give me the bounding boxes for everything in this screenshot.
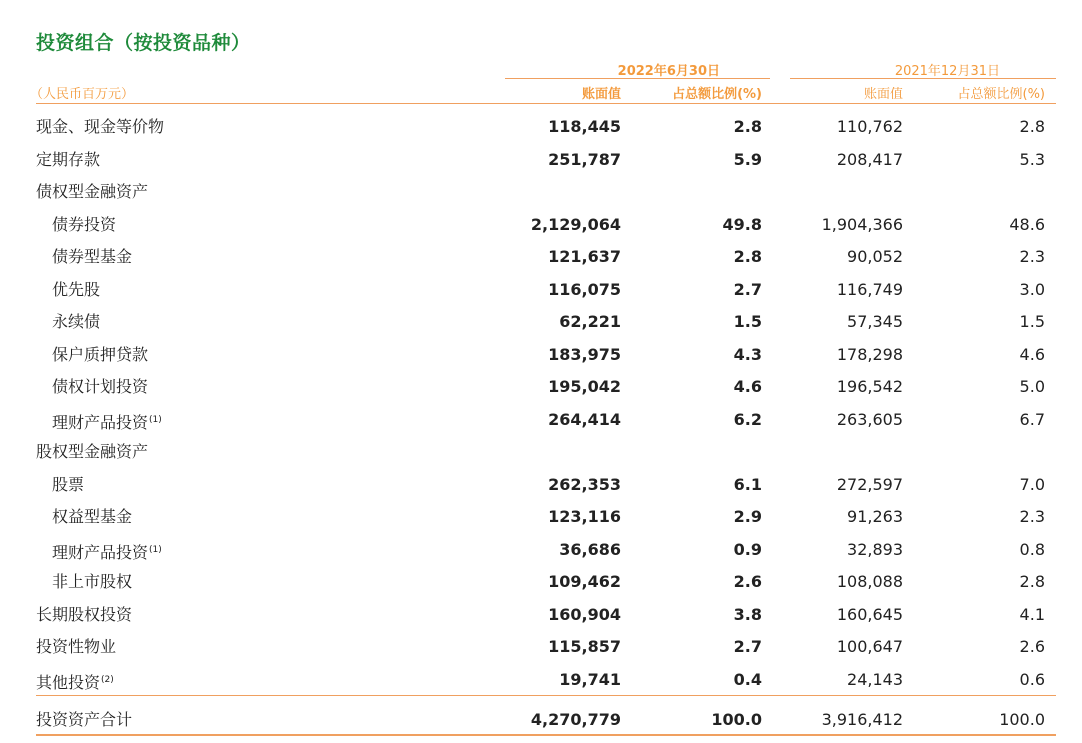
row-label: [52, 371, 148, 403]
current-book-value: 19,741: [559, 669, 621, 689]
prior-share: 2.3: [1019, 247, 1045, 266]
prior-share: 3.0: [1019, 279, 1045, 299]
prior-book-value: 90,052: [847, 247, 903, 266]
row-label: [36, 599, 132, 631]
footnote-marker: (1): [149, 544, 162, 555]
current-book-value: 123,116: [548, 507, 621, 526]
prior-share: 2.6: [1019, 637, 1045, 656]
row-label-text: 投资性物业: [36, 637, 117, 656]
row-label-text: 债权计划投资: [52, 377, 149, 396]
current-share: 0.4: [733, 669, 762, 689]
table-row: [0, 176, 1082, 208]
row-label-text: 定期存款: [36, 149, 101, 169]
prior-book-value: 116,749: [836, 279, 903, 299]
current-share: 2.7: [733, 637, 762, 656]
current-share: 2.9: [733, 507, 762, 526]
header-divider: [36, 103, 1056, 104]
current-book-value: 116,075: [548, 279, 621, 299]
row-label: [36, 176, 148, 208]
current-book-value: 195,042: [548, 377, 621, 396]
current-share: 6.1: [733, 474, 762, 494]
row-label-text: 保户质押贷款: [52, 344, 149, 364]
prior-share: 2.3: [1019, 507, 1045, 526]
prior-share-header: 占总额比例(%): [957, 87, 1045, 102]
table-row: [0, 469, 1082, 501]
row-label-text: 长期股权投资: [36, 604, 133, 624]
current-book-value: 251,787: [548, 149, 621, 169]
current-book-value: 264,414: [548, 409, 621, 429]
row-label: [52, 274, 100, 306]
current-share: 49.8: [722, 214, 762, 234]
table-row: [0, 111, 1082, 143]
current-book-value: 115,857: [548, 637, 621, 656]
current-book-value-header: 账面值: [581, 87, 621, 102]
table-row: [0, 404, 1082, 436]
prior-share: 2.8: [1019, 572, 1045, 591]
current-book-value: 62,221: [559, 312, 621, 331]
prior-share: 6.7: [1019, 409, 1045, 429]
prior-share: 4.6: [1019, 344, 1045, 364]
current-book-value: 36,686: [559, 539, 621, 559]
period-current-header: 2022年6月30日: [617, 64, 720, 79]
prior-book-value: 263,605: [836, 409, 903, 429]
current-share: 6.2: [733, 409, 762, 429]
table-row: [0, 144, 1082, 176]
row-label: [36, 111, 164, 143]
table-row: [0, 371, 1082, 403]
prior-share: 2.8: [1019, 117, 1045, 136]
current-share: 3.8: [733, 604, 762, 624]
current-book-value: 262,353: [548, 474, 621, 494]
period-prior-header: 2021年12月31日: [894, 64, 1000, 79]
row-label-text: 理财产品投资: [52, 412, 149, 432]
table-row: [0, 339, 1082, 371]
row-label: [52, 209, 116, 241]
prior-book-value: 160,645: [836, 604, 903, 624]
footnote-marker: (2): [101, 674, 114, 685]
prior-book-value: 110,762: [836, 117, 903, 136]
row-label: [36, 144, 100, 176]
prior-book-value: 1,904,366: [821, 214, 903, 234]
current-share: 2.8: [733, 117, 762, 136]
period-current-rule: [505, 78, 770, 79]
row-label-text: 现金、现金等价物: [36, 117, 165, 136]
row-label-text: 权益型基金: [52, 507, 133, 526]
current-book-value: 183,975: [548, 344, 621, 364]
prior-book-value: 208,417: [836, 149, 903, 169]
table-row: [0, 664, 1082, 696]
row-label-text: 其他投资: [36, 672, 101, 692]
current-book-value: 2,129,064: [530, 214, 621, 234]
prior-book-value: 196,542: [836, 377, 903, 396]
row-label: [52, 566, 132, 598]
total-prior-share: 100.0: [999, 710, 1045, 729]
table-row: [0, 241, 1082, 273]
current-share: 1.5: [733, 312, 762, 331]
prior-book-value: 24,143: [847, 669, 903, 689]
prior-share: 5.0: [1019, 377, 1045, 396]
row-label-text: 债券型基金: [52, 247, 133, 266]
current-share: 5.9: [733, 149, 762, 169]
current-share: 2.7: [733, 279, 762, 299]
current-book-value: 121,637: [548, 247, 621, 266]
row-label: [36, 631, 116, 663]
prior-share: 0.6: [1019, 669, 1045, 689]
total-prior-book-value: 3,916,412: [821, 710, 903, 729]
prior-book-value: 100,647: [836, 637, 903, 656]
prior-share: 5.3: [1019, 149, 1045, 169]
prior-share: 7.0: [1019, 474, 1045, 494]
page-title: 投资组合（按投资品种）: [36, 32, 251, 54]
current-book-value: 118,445: [548, 117, 621, 136]
current-share: 4.6: [733, 377, 762, 396]
prior-share: 48.6: [1009, 214, 1045, 234]
table-row: [0, 209, 1082, 241]
row-label: [52, 306, 100, 338]
row-label-text: 理财产品投资: [52, 542, 149, 562]
row-label: [52, 339, 148, 371]
total-label: 投资资产合计: [36, 710, 133, 729]
table-row: [0, 436, 1082, 468]
table-row: [0, 566, 1082, 598]
prior-book-value-header: 账面值: [863, 87, 903, 102]
total-double-rule-top: [36, 734, 1056, 736]
row-label-text: 股票: [52, 474, 85, 494]
prior-book-value: 108,088: [836, 572, 903, 591]
prior-book-value: 91,263: [847, 507, 903, 526]
total-divider: [36, 695, 1056, 696]
current-book-value: 109,462: [548, 572, 621, 591]
total-current-share: 100.0: [711, 710, 762, 729]
current-book-value: 160,904: [548, 604, 621, 624]
current-share: 2.6: [733, 572, 762, 591]
total-row: [0, 704, 1082, 736]
row-label: [52, 404, 162, 439]
row-label: [52, 501, 132, 533]
prior-book-value: 272,597: [836, 474, 903, 494]
row-label-text: 非上市股权: [52, 572, 133, 591]
prior-book-value: 32,893: [847, 539, 903, 559]
row-label: [52, 241, 132, 273]
unit-label: （人民币百万元）: [30, 87, 135, 102]
footnote-marker: (1): [149, 414, 162, 425]
prior-share: 4.1: [1019, 604, 1045, 624]
row-label-text: 永续债: [52, 312, 101, 331]
total-current-book-value: 4,270,779: [530, 710, 621, 729]
row-label-text: 股权型金融资产: [36, 442, 149, 461]
row-label: [52, 469, 84, 501]
table-row: [0, 631, 1082, 663]
table-row: [0, 306, 1082, 338]
table-row: [0, 599, 1082, 631]
row-label: [36, 436, 148, 468]
current-share: 4.3: [733, 344, 762, 364]
period-prior-rule: [790, 78, 1056, 79]
prior-book-value: 178,298: [836, 344, 903, 364]
prior-share: 1.5: [1019, 312, 1045, 331]
row-label: [52, 534, 162, 569]
row-label-text: 债权型金融资产: [36, 182, 149, 201]
prior-book-value: 57,345: [847, 312, 903, 331]
current-share-header: 占总额比例(%): [672, 87, 762, 102]
table-row: [0, 534, 1082, 566]
current-share: 2.8: [733, 247, 762, 266]
prior-share: 0.8: [1019, 539, 1045, 559]
row-label-text: 优先股: [52, 279, 101, 299]
row-label: [36, 664, 114, 699]
table-row: [0, 274, 1082, 306]
current-share: 0.9: [733, 539, 762, 559]
table-row: [0, 501, 1082, 533]
row-label-text: 债券投资: [52, 214, 117, 234]
